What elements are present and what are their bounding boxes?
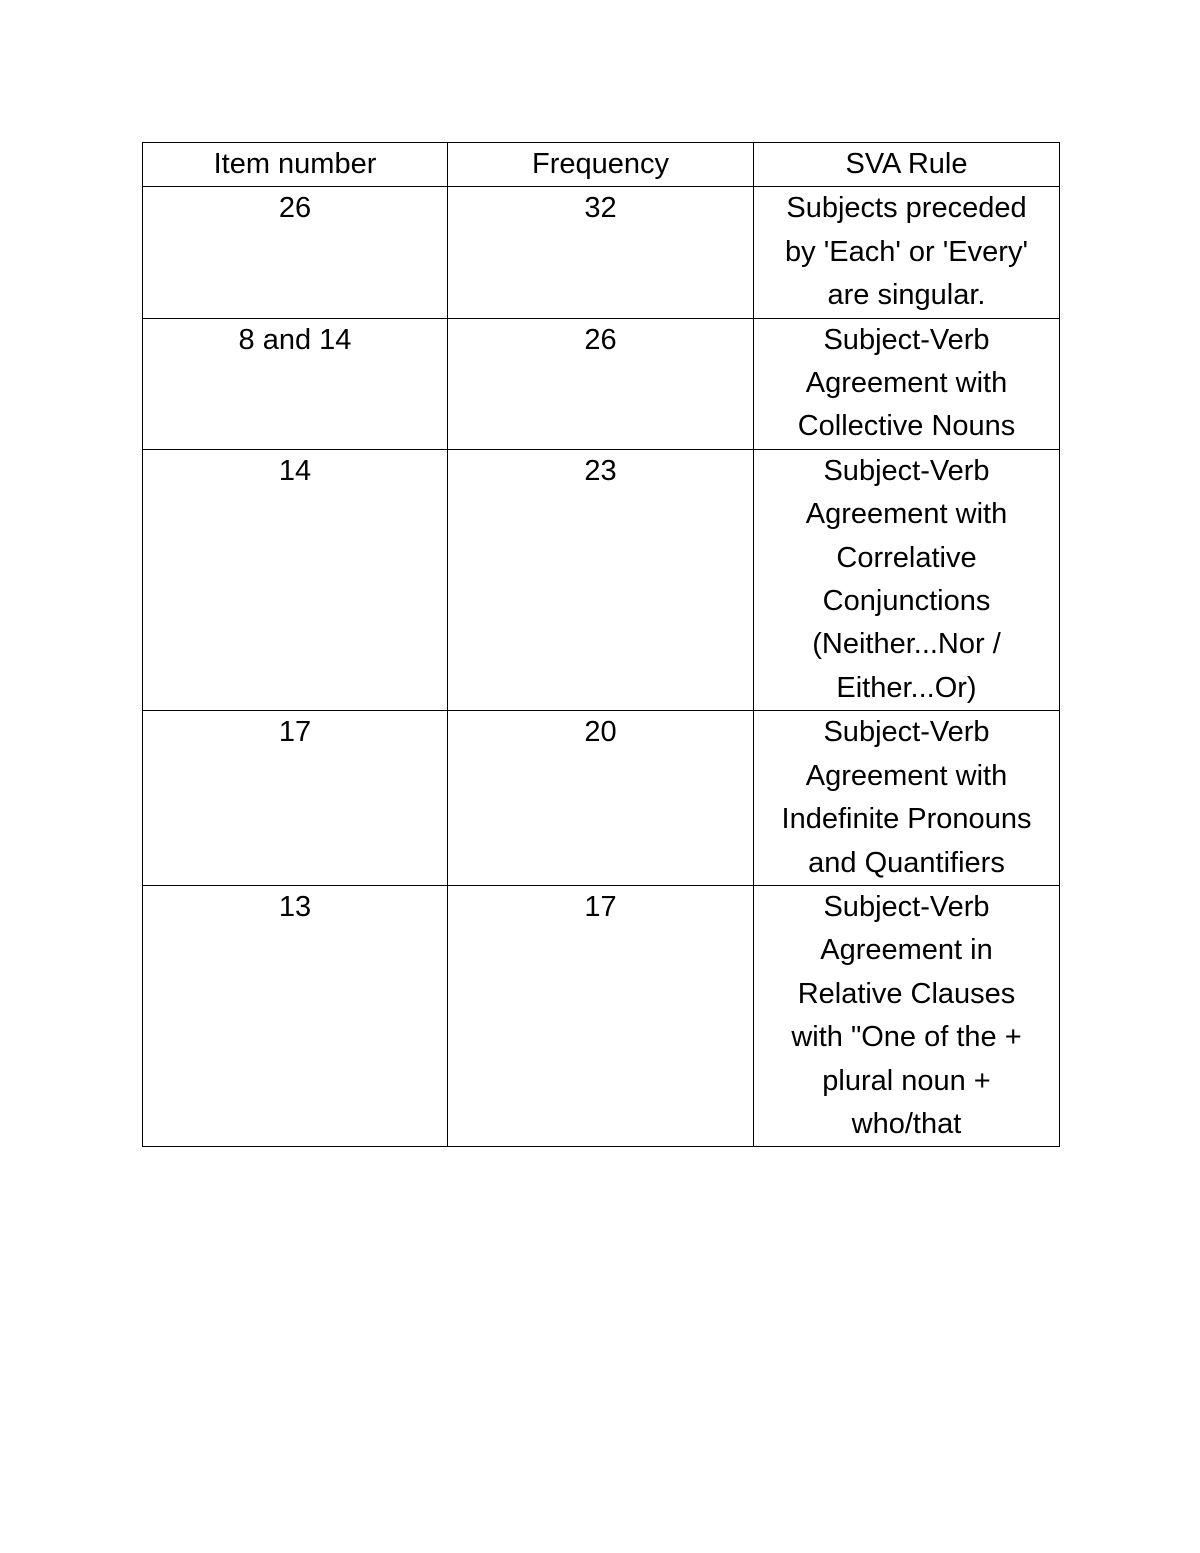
header-item-number: Item number bbox=[143, 143, 448, 187]
cell-frequency: 23 bbox=[448, 449, 754, 710]
table-row bbox=[143, 449, 1060, 710]
cell-sva-rule: Subject-Verb Agreement with Correlative Conjunctions (Neither...Nor / Either...Or) bbox=[754, 449, 1060, 710]
cell-item-number: 17 bbox=[143, 711, 448, 886]
cell-item-number: 26 bbox=[143, 187, 448, 318]
table-row bbox=[143, 187, 1060, 318]
table-header-row bbox=[143, 143, 1060, 187]
cell-sva-rule: Subjects preceded by 'Each' or 'Every' are singular. bbox=[754, 187, 1060, 318]
sva-frequency-table bbox=[142, 142, 1060, 1147]
cell-sva-rule: Subject-Verb Agreement with Collective Nouns bbox=[754, 318, 1060, 449]
header-sva-rule: SVA Rule bbox=[754, 143, 1060, 187]
cell-sva-rule: Subject-Verb Agreement with Indefinite Pronouns and Quantifiers bbox=[754, 711, 1060, 886]
cell-item-number: 8 and 14 bbox=[143, 318, 448, 449]
cell-item-number: 13 bbox=[143, 885, 448, 1146]
table-row bbox=[143, 318, 1060, 449]
cell-frequency: 17 bbox=[448, 885, 754, 1146]
cell-frequency: 26 bbox=[448, 318, 754, 449]
cell-frequency: 20 bbox=[448, 711, 754, 886]
table-row bbox=[143, 885, 1060, 1146]
table-row bbox=[143, 711, 1060, 886]
header-frequency: Frequency bbox=[448, 143, 754, 187]
cell-sva-rule: Subject-Verb Agreement in Relative Clauses with "One of the + plural noun + who/that bbox=[754, 885, 1060, 1146]
cell-frequency: 32 bbox=[448, 187, 754, 318]
cell-item-number: 14 bbox=[143, 449, 448, 710]
